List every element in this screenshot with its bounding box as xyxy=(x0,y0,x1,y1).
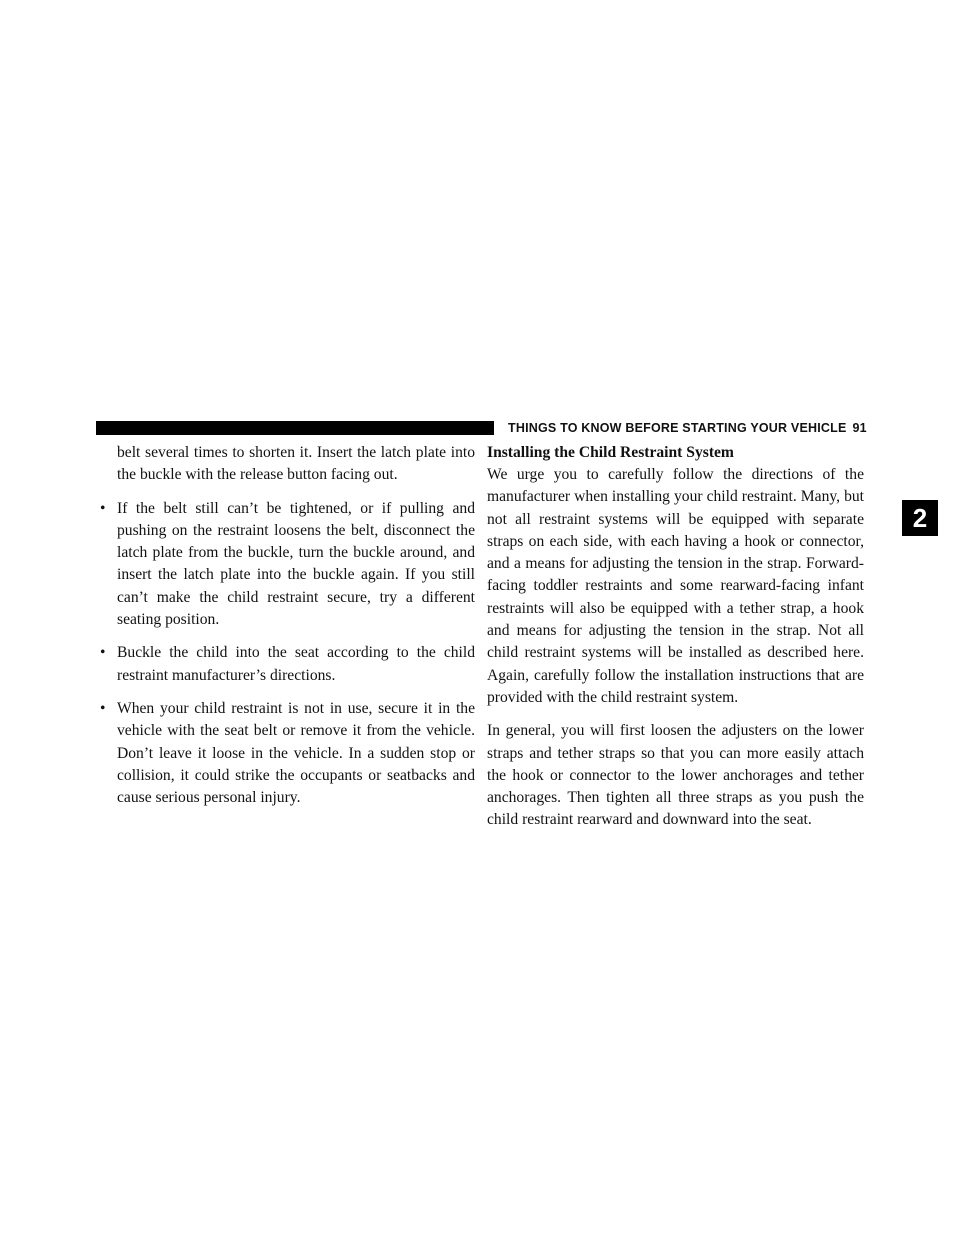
left-column xyxy=(100,442,475,809)
bullet-icon: • xyxy=(100,699,106,717)
list-item-text: Buckle the child into the seat according to the child restraint manufacturer’s directions. xyxy=(117,644,475,684)
continued-paragraph: belt several times to shorten it. Insert the latch plate into the buckle with the release button facing out. xyxy=(117,444,475,484)
list-item xyxy=(100,698,475,809)
list-item-text: When your child restraint is not in use, secure it in the vehicle with the seat belt or remove it from the vehicle. Don’t leave it loose in the vehicle. In a sudden stop or collision, it could strike the occupants or seatbacks and cause serious personal injury. xyxy=(117,699,475,807)
list-item xyxy=(100,498,475,632)
bullet-icon: • xyxy=(100,499,106,517)
section-title: THINGS TO KNOW BEFORE STARTING YOUR VEHICLE xyxy=(508,421,847,435)
body-paragraph: We urge you to carefully follow the directions of the manufacturer when installing your child restraint. Many, but not all restraint systems will be equipped with separate straps on each side, with each having a hook or connector, and a means for adjusting the tension in the strap. Forward-facing toddler restraints and some rearward-facing infant restraints will also be equipped with a tether strap, a hook and means for adjusting the tension in the strap. Not all child restraint systems will be installed as described here. Again, carefully follow the installation instructions that are provided with the child restraint system. xyxy=(487,466,864,706)
body-paragraph: In general, you will first loosen the adjusters on the lower straps and tether straps so that you can more easily attach the hook or connector to the lower anchorages and tether anchorages. Then tighten all three straps as you push the child restraint rearward and downward into the seat. xyxy=(487,722,864,829)
bullet-icon: • xyxy=(100,644,106,662)
chapter-tab: 2 xyxy=(902,500,938,536)
list-item xyxy=(100,642,475,687)
right-column xyxy=(487,442,864,832)
section-heading: Installing the Child Restraint System xyxy=(487,444,734,461)
list-item-text: If the belt still can’t be tightened, or if pulling and pushing on the restraint loosens the belt, disconnect the latch plate from the buckle, turn the buckle around, and insert the latch plate into the buckle again. If you still can’t make the child restraint secure, try a different seating position. xyxy=(117,499,475,629)
header-rule-bar xyxy=(96,421,494,435)
running-header xyxy=(508,420,867,436)
page-number: 91 xyxy=(852,421,867,435)
